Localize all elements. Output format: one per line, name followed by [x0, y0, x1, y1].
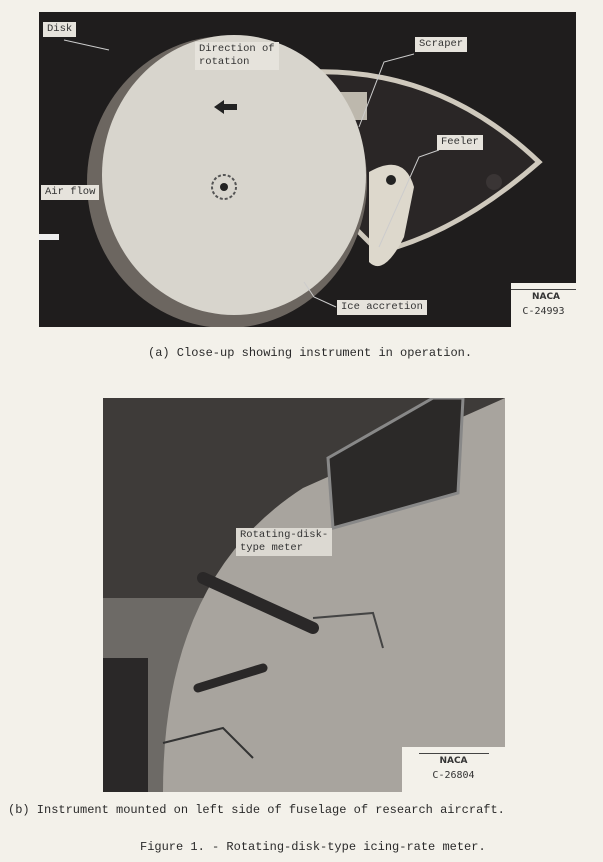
label-direction-line1: Direction of: [199, 43, 275, 55]
naca-logo: NACA: [419, 753, 489, 768]
naca-stamp: [402, 747, 505, 792]
photo-instrument-closeup: [39, 12, 576, 327]
photo-number: C-26804: [432, 770, 475, 781]
caption-a: (a) Close-up showing instrument in operation.: [148, 346, 473, 360]
label-air-flow: Air flow: [41, 185, 99, 200]
photo-fuselage-mount: [103, 398, 505, 792]
label-direction-of-rotation: [195, 42, 279, 70]
instrument-closeup-illustration: [39, 12, 576, 327]
label-meter-line2: type meter: [240, 542, 304, 554]
label-disk: Disk: [43, 22, 76, 37]
label-scraper: Scraper: [415, 37, 467, 52]
label-ice-accretion: Ice accretion: [337, 300, 427, 315]
figure-caption: Figure 1. - Rotating-disk-type icing-rate meter.: [140, 840, 486, 854]
naca-logo: NACA: [511, 289, 576, 304]
fuselage-illustration: [103, 398, 505, 792]
label-direction-line2: rotation: [199, 56, 250, 68]
label-feeler: Feeler: [437, 135, 483, 150]
label-rotating-disk-meter: [236, 528, 332, 556]
naca-stamp: [511, 283, 576, 327]
caption-b: (b) Instrument mounted on left side of fuselage of research aircraft.: [8, 803, 505, 817]
photo-number: C-24993: [522, 306, 565, 317]
label-meter-line1: Rotating-disk-: [240, 529, 329, 541]
